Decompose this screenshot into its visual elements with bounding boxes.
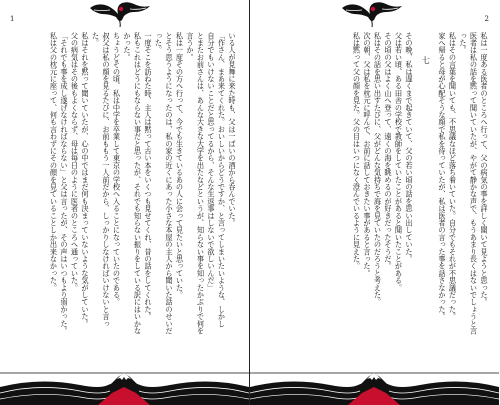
right-page [250,0,499,405]
page-number: 2 [484,15,489,23]
chapter-number: 七 [421,56,431,64]
paragraph: いる人が見舞に来た時も、父は一ぱいの酒から呑んでいた。 [228,32,237,227]
paragraph: 私はその話を思い出すたびに、父がどんな気持ちで海を見ていたのだろうと考えた。 [373,32,383,306]
crane-icon [340,0,404,28]
paragraph: 父は若い頃、ある田舎の学校で教師をしていたことがあると聞いたことがある。 [394,32,404,292]
paragraph: 私はその言葉を聞いても、不思議なほど落ち着いていた。自分でもそれが不思議だった。 [448,32,458,320]
page-number: 1 [10,15,15,23]
paragraph: とそう思うようになったのは、私の家の近くにあった小さな本屋の主人から聞いた話のせいだった。 [154,32,174,335]
body-text [264,32,489,337]
paragraph: 家へ帰ると母が心配そうな顔で私を待っていたが、私は医者の言った事を話さなかった。 [438,32,447,320]
paragraph: 「それでも事を成し遂げなければならない」と父は言ったが、その声はいつもより弱かった。 [60,32,69,335]
paragraph: 「作さん、まあ来てくれた。おいしいからどうですか、と言ってしまいたいような、しかし [217,32,227,328]
paragraph: 一度そこを訪ねた時、主人は黙って古い本をいくつも見せてくれ、昔の話をしてくれた。 [144,32,153,320]
mount-fuji-waves-icon [0,347,249,405]
paragraph: とまたお前さんは、あんな大きな大学を出たなどというが、知らない事を知ったかぶりで何を言うか。 [186,32,206,335]
paragraph: その晩、私は遅くまで起きていて、父の若い頃の話を思い出していた。 [405,32,414,263]
paragraph: 私はそれを黙って聞いていたが、心の中ではまだ何も決まっていないような気がしていた。 [81,32,90,328]
paragraph: ちょうどその頃、私は中学を卒業して東京の学校へ入ることになっていたのである。 [112,32,122,306]
paragraph: 私は一度その方へ行って、今でも生きているあの人に会って見たいと思っていた。 [175,32,185,299]
paragraph: 叔父は私の顔を見るたびに、お前ももう一人前だから、しっかりしなければいけないと言った。 [91,32,111,328]
paragraph: 私は一度ある医者のところへ行って、父の病気の事を詳しく聞いて見ようと思った。 [480,32,489,306]
paragraph: 私もこれはどうにもならない事だと思ったが、それでも知らない振りをしている訳にはいかなかった。 [123,32,143,335]
paragraph: 自分でもいけないことだと思ってるから、そんな生返事はしないで欲しいんだ」 [207,32,216,292]
paragraph: 医者は私の話を黙って聞いていたが、やがて静かな声で、もうあまり長くはないでしょうと言った。 [459,32,479,335]
crane-icon [88,0,152,28]
left-page [0,0,249,405]
body-text [12,32,237,337]
paragraph: その頃の父はよく山へ登って、遠くの海を眺めるのが好きだったそうだ。 [384,32,393,270]
paragraph: 私は黙って父の顔を見た。父の目はいつになく澄んでいるように見えた。 [352,32,362,270]
paragraph: 父の病気はその後もよくならず、母は毎日のように医者のところへ通っていた。 [70,32,80,292]
paragraph: 私は父の枕元に座って、何も言わずにその顔を見ていることしか出来なかった。 [49,32,59,292]
paragraph: 次の朝、父は私を枕元に呼んで、お前に話しておきたい事があると言った。 [363,32,372,277]
mount-fuji-waves-icon [250,347,499,405]
